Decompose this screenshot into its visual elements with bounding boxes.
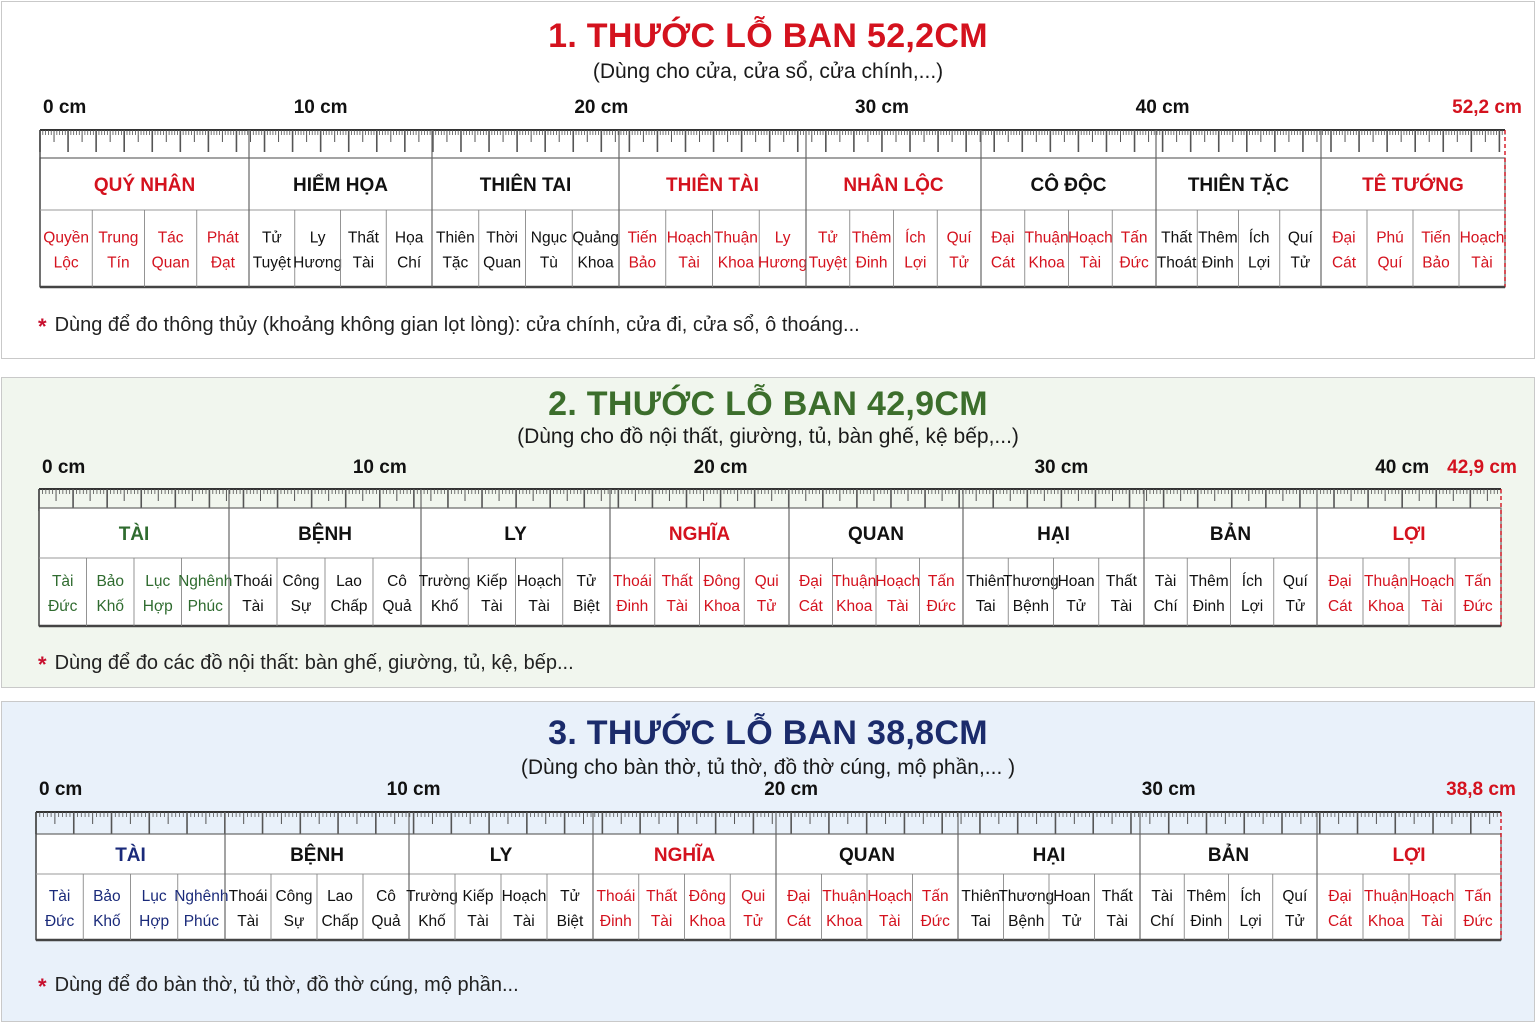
sub-label-top: Trường — [406, 888, 458, 905]
sub-label-top: Công — [282, 573, 320, 590]
sub-label-top: Đông — [703, 573, 741, 590]
sub-label-top: Thất — [661, 573, 693, 590]
sub-label-bottom: Tù — [539, 254, 558, 272]
sub-label-bottom: Cát — [786, 913, 811, 930]
sub-label-bottom: Tài — [650, 913, 673, 930]
sub-label-top: Tiến — [1421, 229, 1451, 247]
section-label-1: BỆNH — [290, 845, 344, 866]
sub-label-bottom: Đức — [1463, 598, 1493, 615]
sub-label-bottom: Khoa — [717, 254, 754, 272]
sub-label-bottom: Tử — [756, 598, 777, 615]
sub-label-top: Đông — [688, 888, 726, 905]
sub-label-bottom: Quan — [151, 254, 190, 272]
cm-label-4: 40 cm — [1375, 457, 1430, 478]
sub-label-top: Thuận — [822, 888, 867, 905]
cm-label-3: 30 cm — [855, 97, 909, 118]
sub-label-top: Bảo — [96, 573, 125, 590]
sub-label-bottom: Tài — [467, 913, 489, 930]
sub-label-top: Tử — [576, 573, 597, 590]
sub-label-bottom: Đức — [926, 598, 956, 615]
sub-label-top: Hoạch — [516, 573, 562, 590]
section-label-4: NHÂN LỘC — [843, 175, 944, 196]
sub-label-top: Hoạch — [1409, 573, 1455, 590]
sub-label-bottom: Phúc — [187, 598, 223, 615]
section-label-0: TÀI — [118, 524, 150, 545]
section-label-3: THIÊN TÀI — [666, 175, 759, 196]
ruler-3-note — [38, 971, 519, 997]
sub-label-bottom: Đinh — [616, 598, 649, 615]
sub-label-top: Tử — [560, 888, 580, 905]
sub-label-top: Trường — [418, 573, 471, 590]
sub-label-bottom: Đinh — [599, 913, 632, 930]
sub-label-bottom: Hợp — [139, 913, 170, 930]
sub-label-bottom: Tử — [949, 254, 970, 272]
sub-label-bottom: Khoa — [703, 598, 740, 615]
section-label-5: HẠI — [1037, 524, 1070, 545]
sub-label-bottom: Lợi — [1241, 598, 1264, 615]
sub-label-top: Hoan — [1053, 888, 1091, 905]
section-label-5: CÔ ĐỘC — [1030, 175, 1107, 196]
sub-label-top: Thất — [1105, 573, 1137, 590]
sub-label-bottom: Chấp — [321, 913, 359, 930]
ruler-2-title: 2. THƯỚC LỖ BAN 42,9CM — [548, 385, 988, 423]
sub-label-bottom: Sự — [283, 913, 305, 930]
sub-label-top: Đại — [991, 229, 1015, 247]
sub-label-top: Ích — [1241, 573, 1263, 590]
note-1-text: Dùng để đo thông thủy (khoảng không gian lọt lòng): cửa chính, cửa đi, cửa sổ, ô thoáng... — [54, 314, 860, 336]
sub-label-top: Tài — [48, 888, 71, 905]
cm-label-4: 40 cm — [1135, 97, 1190, 118]
ruler-1-subtitle: (Dùng cho cửa, cửa sổ, cửa chính,...) — [592, 60, 944, 83]
cm-label-0: 0 cm — [43, 97, 87, 118]
sub-label-bottom: Quả — [382, 598, 412, 615]
sub-label-bottom: Tài — [1079, 254, 1102, 272]
sub-label-bottom: Tai — [975, 598, 996, 615]
sub-label-bottom: Chấp — [330, 598, 368, 615]
ruler-3-diagram — [2, 702, 1536, 962]
sub-label-bottom: Chí — [397, 254, 422, 272]
sub-label-bottom: Tài — [678, 254, 700, 272]
ruler-1-note — [38, 311, 860, 337]
section-label-5: HẠI — [1032, 845, 1066, 866]
sub-label-top: Thêm — [1186, 888, 1227, 905]
cm-label-4: 38,8 cm — [1446, 779, 1516, 800]
sub-label-top: Phát — [206, 229, 239, 247]
section-label-7: LỢI — [1392, 524, 1426, 545]
section-label-4: QUAN — [848, 524, 904, 545]
sub-label-top: Nghênh — [178, 573, 233, 590]
sub-label-top: Thoái — [612, 573, 652, 590]
sub-label-bottom: Tử — [1061, 913, 1082, 930]
sub-label-top: Ích — [905, 229, 926, 247]
sub-label-top: Cô — [387, 573, 407, 590]
sub-label-bottom: Tài — [878, 913, 901, 930]
sub-label-top: Đại — [1328, 888, 1352, 905]
sub-label-bottom: Đức — [48, 598, 78, 615]
sub-label-top: Quí — [946, 229, 972, 247]
sub-label-top: Đại — [787, 888, 811, 905]
sub-label-bottom: Chí — [1150, 913, 1175, 930]
note-3-star: * — [38, 974, 47, 999]
sub-label-top: Đại — [1332, 229, 1356, 247]
section-label-6: BẢN — [1209, 524, 1252, 545]
cm-label-1: 10 cm — [386, 779, 441, 800]
sub-label-top: Lục — [141, 888, 167, 905]
sub-label-bottom: Phúc — [183, 913, 220, 930]
sub-label-bottom: Tài — [352, 254, 375, 272]
ruler-panel-3 — [1, 701, 1535, 1022]
sub-label-bottom: Đinh — [1190, 913, 1223, 930]
sub-label-bottom: Đức — [920, 913, 950, 930]
cm-label-1: 10 cm — [293, 97, 348, 118]
sub-label-top: Quảng — [572, 229, 619, 247]
sub-label-top: Thuận — [1364, 888, 1408, 905]
sub-label-top: Quí — [1282, 888, 1308, 905]
sub-label-bottom: Cát — [1331, 254, 1357, 272]
sub-label-top: Thương — [998, 888, 1055, 905]
ruler-2-diagram — [2, 378, 1536, 638]
sub-label-top: Qui — [754, 573, 779, 590]
sub-label-bottom: Đức — [1119, 254, 1149, 272]
ruler-1-title: 1. THƯỚC LỖ BAN 52,2CM — [548, 17, 988, 55]
ruler-panel-2 — [1, 377, 1535, 688]
sub-label-bottom: Tử — [1285, 598, 1306, 615]
sub-label-bottom: Đạt — [210, 254, 235, 272]
sub-label-top: Hoan — [1057, 573, 1095, 590]
section-label-7: LỢI — [1392, 845, 1426, 866]
sub-label-bottom: Tử — [1066, 598, 1087, 615]
cm-label-2: 20 cm — [574, 97, 629, 118]
sub-label-top: Quí — [1287, 229, 1313, 247]
note-3-text: Dùng để đo bàn thờ, tủ thờ, đồ thờ cúng, mộ phần... — [54, 974, 519, 996]
sub-label-bottom: Cát — [798, 598, 823, 615]
sub-label-top: Thiên — [966, 573, 1006, 590]
sub-label-top: Thêm — [851, 229, 892, 247]
sub-label-top: Bảo — [93, 888, 121, 905]
sub-label-top: Ích — [1240, 888, 1261, 905]
ruler-2-note — [38, 649, 574, 675]
sub-label-bottom: Đinh — [1201, 254, 1234, 272]
sub-label-top: Quyền — [43, 229, 89, 247]
sub-label-bottom: Cát — [1327, 598, 1353, 615]
sub-label-bottom: Hương — [293, 254, 343, 272]
section-label-0: QUÝ NHÂN — [93, 175, 196, 196]
sub-label-bottom: Khoa — [1367, 913, 1405, 930]
sub-label-top: Đại — [799, 573, 823, 590]
sub-label-bottom: Tử — [1284, 913, 1305, 930]
sub-label-bottom: Tài — [666, 598, 688, 615]
note-2-text: Dùng để đo các đồ nội thất: bàn ghế, giường, tủ, kệ, bếp... — [54, 652, 574, 674]
sub-label-bottom: Lợi — [1239, 913, 1262, 930]
section-label-4: QUAN — [839, 845, 895, 866]
section-label-6: BẢN — [1207, 845, 1250, 866]
sub-label-bottom: Khố — [430, 598, 459, 615]
sub-label-top: Thiên — [435, 229, 475, 247]
sub-label-bottom: Tặc — [442, 254, 469, 272]
sub-label-bottom: Bệnh — [1008, 913, 1045, 930]
sub-label-bottom: Cát — [990, 254, 1015, 272]
sub-label-top: Tiến — [627, 229, 658, 247]
sub-label-bottom: Bảo — [1422, 254, 1450, 272]
sub-label-top: Kiếp — [476, 573, 508, 590]
note-2-star: * — [38, 652, 47, 677]
sub-label-bottom: Hương — [758, 254, 808, 272]
sub-label-bottom: Tín — [107, 254, 130, 272]
sub-label-top: Cô — [376, 888, 396, 905]
sub-label-top: Kiếp — [462, 888, 494, 905]
sub-label-bottom: Sự — [290, 598, 312, 615]
sub-label-top: Quí — [1282, 573, 1308, 590]
section-label-1: HIỂM HỌA — [293, 175, 388, 196]
sub-label-top: Qui — [741, 888, 766, 905]
sub-label-top: Thất — [347, 229, 379, 247]
sub-label-bottom: Đức — [44, 913, 75, 930]
sub-label-top: Thất — [1101, 888, 1133, 905]
sub-label-bottom: Tử — [743, 913, 764, 930]
sub-label-top: Tấn — [1464, 573, 1492, 590]
sub-label-top: Tấn — [1120, 229, 1148, 247]
sub-label-top: Thời — [486, 229, 518, 247]
sub-label-top: Đại — [1328, 573, 1352, 590]
sub-label-bottom: Tai — [970, 913, 991, 930]
sub-label-top: Lao — [327, 888, 353, 905]
sub-label-bottom: Thoát — [1156, 254, 1197, 272]
section-label-3: NGHĨA — [653, 845, 716, 866]
sub-label-bottom: Khoa — [689, 913, 726, 930]
sub-label-top: Thất — [646, 888, 678, 905]
sub-label-top: Ly — [774, 229, 791, 247]
section-label-6: THIÊN TẶC — [1187, 175, 1290, 196]
sub-label-bottom: Khố — [96, 598, 125, 615]
sub-label-bottom: Bảo — [628, 254, 657, 272]
sub-label-top: Thuận — [832, 573, 877, 590]
sub-label-top: Tử — [261, 229, 282, 247]
sub-label-top: Thêm — [1198, 229, 1238, 247]
sub-label-top: Thoái — [596, 888, 636, 905]
sub-label-bottom: Tài — [237, 913, 259, 930]
sub-label-bottom: Tử — [1290, 254, 1311, 272]
sub-label-bottom: Tài — [528, 598, 550, 615]
sub-label-bottom: Tài — [1106, 913, 1129, 930]
sub-label-top: Tài — [51, 573, 74, 590]
sub-label-top: Thoái — [228, 888, 268, 905]
section-label-3: NGHĨA — [668, 524, 731, 545]
section-label-0: TÀI — [115, 845, 146, 866]
sub-label-bottom: Hợp — [142, 598, 173, 615]
sub-label-bottom: Bệnh — [1012, 598, 1049, 615]
sub-label-bottom: Lợi — [1248, 254, 1271, 272]
sub-label-bottom: Chí — [1153, 598, 1178, 615]
sub-label-top: Hoạch — [875, 573, 921, 590]
sub-label-top: Tử — [817, 229, 838, 247]
sub-label-bottom: Biệt — [573, 598, 600, 615]
section-label-2: LY — [489, 845, 513, 866]
cm-label-3: 30 cm — [1141, 779, 1196, 800]
sub-label-bottom: Đinh — [1192, 598, 1225, 615]
cm-label-5: 42,9 cm — [1447, 457, 1517, 478]
sub-label-top: Tấn — [921, 888, 949, 905]
sub-label-bottom: Cát — [1327, 913, 1353, 930]
sub-label-top: Thoái — [233, 573, 273, 590]
sub-label-bottom: Tuyệt — [808, 254, 847, 272]
cm-label-1: 10 cm — [352, 457, 407, 478]
sub-label-bottom: Khoa — [836, 598, 873, 615]
sub-label-top: Thiên — [961, 888, 1001, 905]
sub-label-top: Thêm — [1189, 573, 1229, 590]
sub-label-top: Hoạch — [501, 888, 547, 905]
sub-label-top: Tài — [1151, 888, 1173, 905]
sub-label-bottom: Tài — [1471, 254, 1493, 272]
sub-label-bottom: Biệt — [556, 913, 584, 930]
sub-label-top: Lục — [145, 573, 171, 590]
sub-label-bottom: Khố — [93, 913, 121, 930]
cm-label-5: 52,2 cm — [1452, 97, 1522, 118]
sub-label-bottom: Tài — [886, 598, 909, 615]
sub-label-top: Thuận — [1364, 573, 1408, 590]
sub-label-top: Tác — [157, 229, 184, 247]
cm-label-0: 0 cm — [42, 457, 86, 478]
cm-label-3: 30 cm — [1034, 457, 1089, 478]
cm-label-2: 20 cm — [693, 457, 748, 478]
sub-label-top: Họa — [394, 229, 424, 247]
sub-label-bottom: Tài — [1110, 598, 1133, 615]
sub-label-top: Tấn — [927, 573, 955, 590]
sub-label-top: Nghênh — [174, 888, 229, 905]
sub-label-top: Thuận — [1024, 229, 1069, 247]
section-label-7: TÊ TƯỚNG — [1362, 175, 1464, 196]
section-label-2: LY — [504, 524, 527, 545]
sub-label-top: Phú — [1376, 229, 1404, 247]
sub-label-bottom: Lộc — [53, 254, 79, 272]
sub-label-top: Tài — [1154, 573, 1177, 590]
sub-label-top: Thuận — [713, 229, 758, 247]
section-label-1: BỆNH — [298, 524, 352, 545]
sub-label-bottom: Tài — [513, 913, 535, 930]
sub-label-bottom: Khoa — [826, 913, 863, 930]
sub-label-bottom: Quả — [371, 913, 401, 930]
sub-label-top: Hoạch — [867, 888, 913, 905]
ruler-1-diagram — [2, 2, 1536, 302]
ruler-2-subtitle: (Dùng cho đồ nội thất, giường, tủ, bàn ghế, kệ bếp,...) — [517, 425, 1019, 448]
sub-label-bottom: Tài — [1421, 598, 1443, 615]
sub-label-top: Trung — [98, 229, 139, 247]
sub-label-bottom: Lợi — [904, 254, 927, 272]
sub-label-bottom: Tài — [1421, 913, 1443, 930]
sub-label-bottom: Quí — [1377, 254, 1403, 272]
sub-label-bottom: Khoa — [1028, 254, 1065, 272]
sub-label-top: Hoạch — [1067, 229, 1113, 247]
sub-label-bottom: Tuyệt — [252, 254, 291, 272]
sub-label-top: Thất — [1161, 229, 1193, 247]
sub-label-top: Hoạch — [666, 229, 712, 247]
cm-label-0: 0 cm — [39, 779, 83, 800]
sub-label-top: Hoạch — [1409, 888, 1455, 905]
sub-label-bottom: Tài — [242, 598, 264, 615]
section-label-2: THIÊN TAI — [479, 175, 572, 196]
sub-label-bottom: Đức — [1463, 913, 1493, 930]
sub-label-bottom: Quan — [483, 254, 522, 272]
sub-label-bottom: Đinh — [855, 254, 888, 272]
sub-label-bottom: Khoa — [577, 254, 614, 272]
note-1-star: * — [38, 314, 47, 339]
sub-label-bottom: Tài — [481, 598, 503, 615]
sub-label-top: Ngục — [530, 229, 567, 247]
sub-label-bottom: Khố — [418, 913, 446, 930]
sub-label-top: Thương — [1002, 573, 1059, 590]
sub-label-top: Ích — [1248, 229, 1270, 247]
ruler-3-subtitle: (Dùng cho bàn thờ, tủ thờ, đồ thờ cúng, mộ phần,... ) — [520, 756, 1016, 779]
sub-label-top: Lao — [336, 573, 362, 590]
ruler-panel-1 — [1, 1, 1535, 359]
sub-label-top: Hoạch — [1459, 229, 1505, 247]
sub-label-bottom: Khoa — [1367, 598, 1405, 615]
sub-label-top: Ly — [309, 229, 326, 247]
sub-label-top: Công — [275, 888, 313, 905]
cm-label-2: 20 cm — [764, 779, 819, 800]
sub-label-top: Tấn — [1464, 888, 1492, 905]
ruler-3-title: 3. THƯỚC LỖ BAN 38,8CM — [548, 714, 988, 752]
